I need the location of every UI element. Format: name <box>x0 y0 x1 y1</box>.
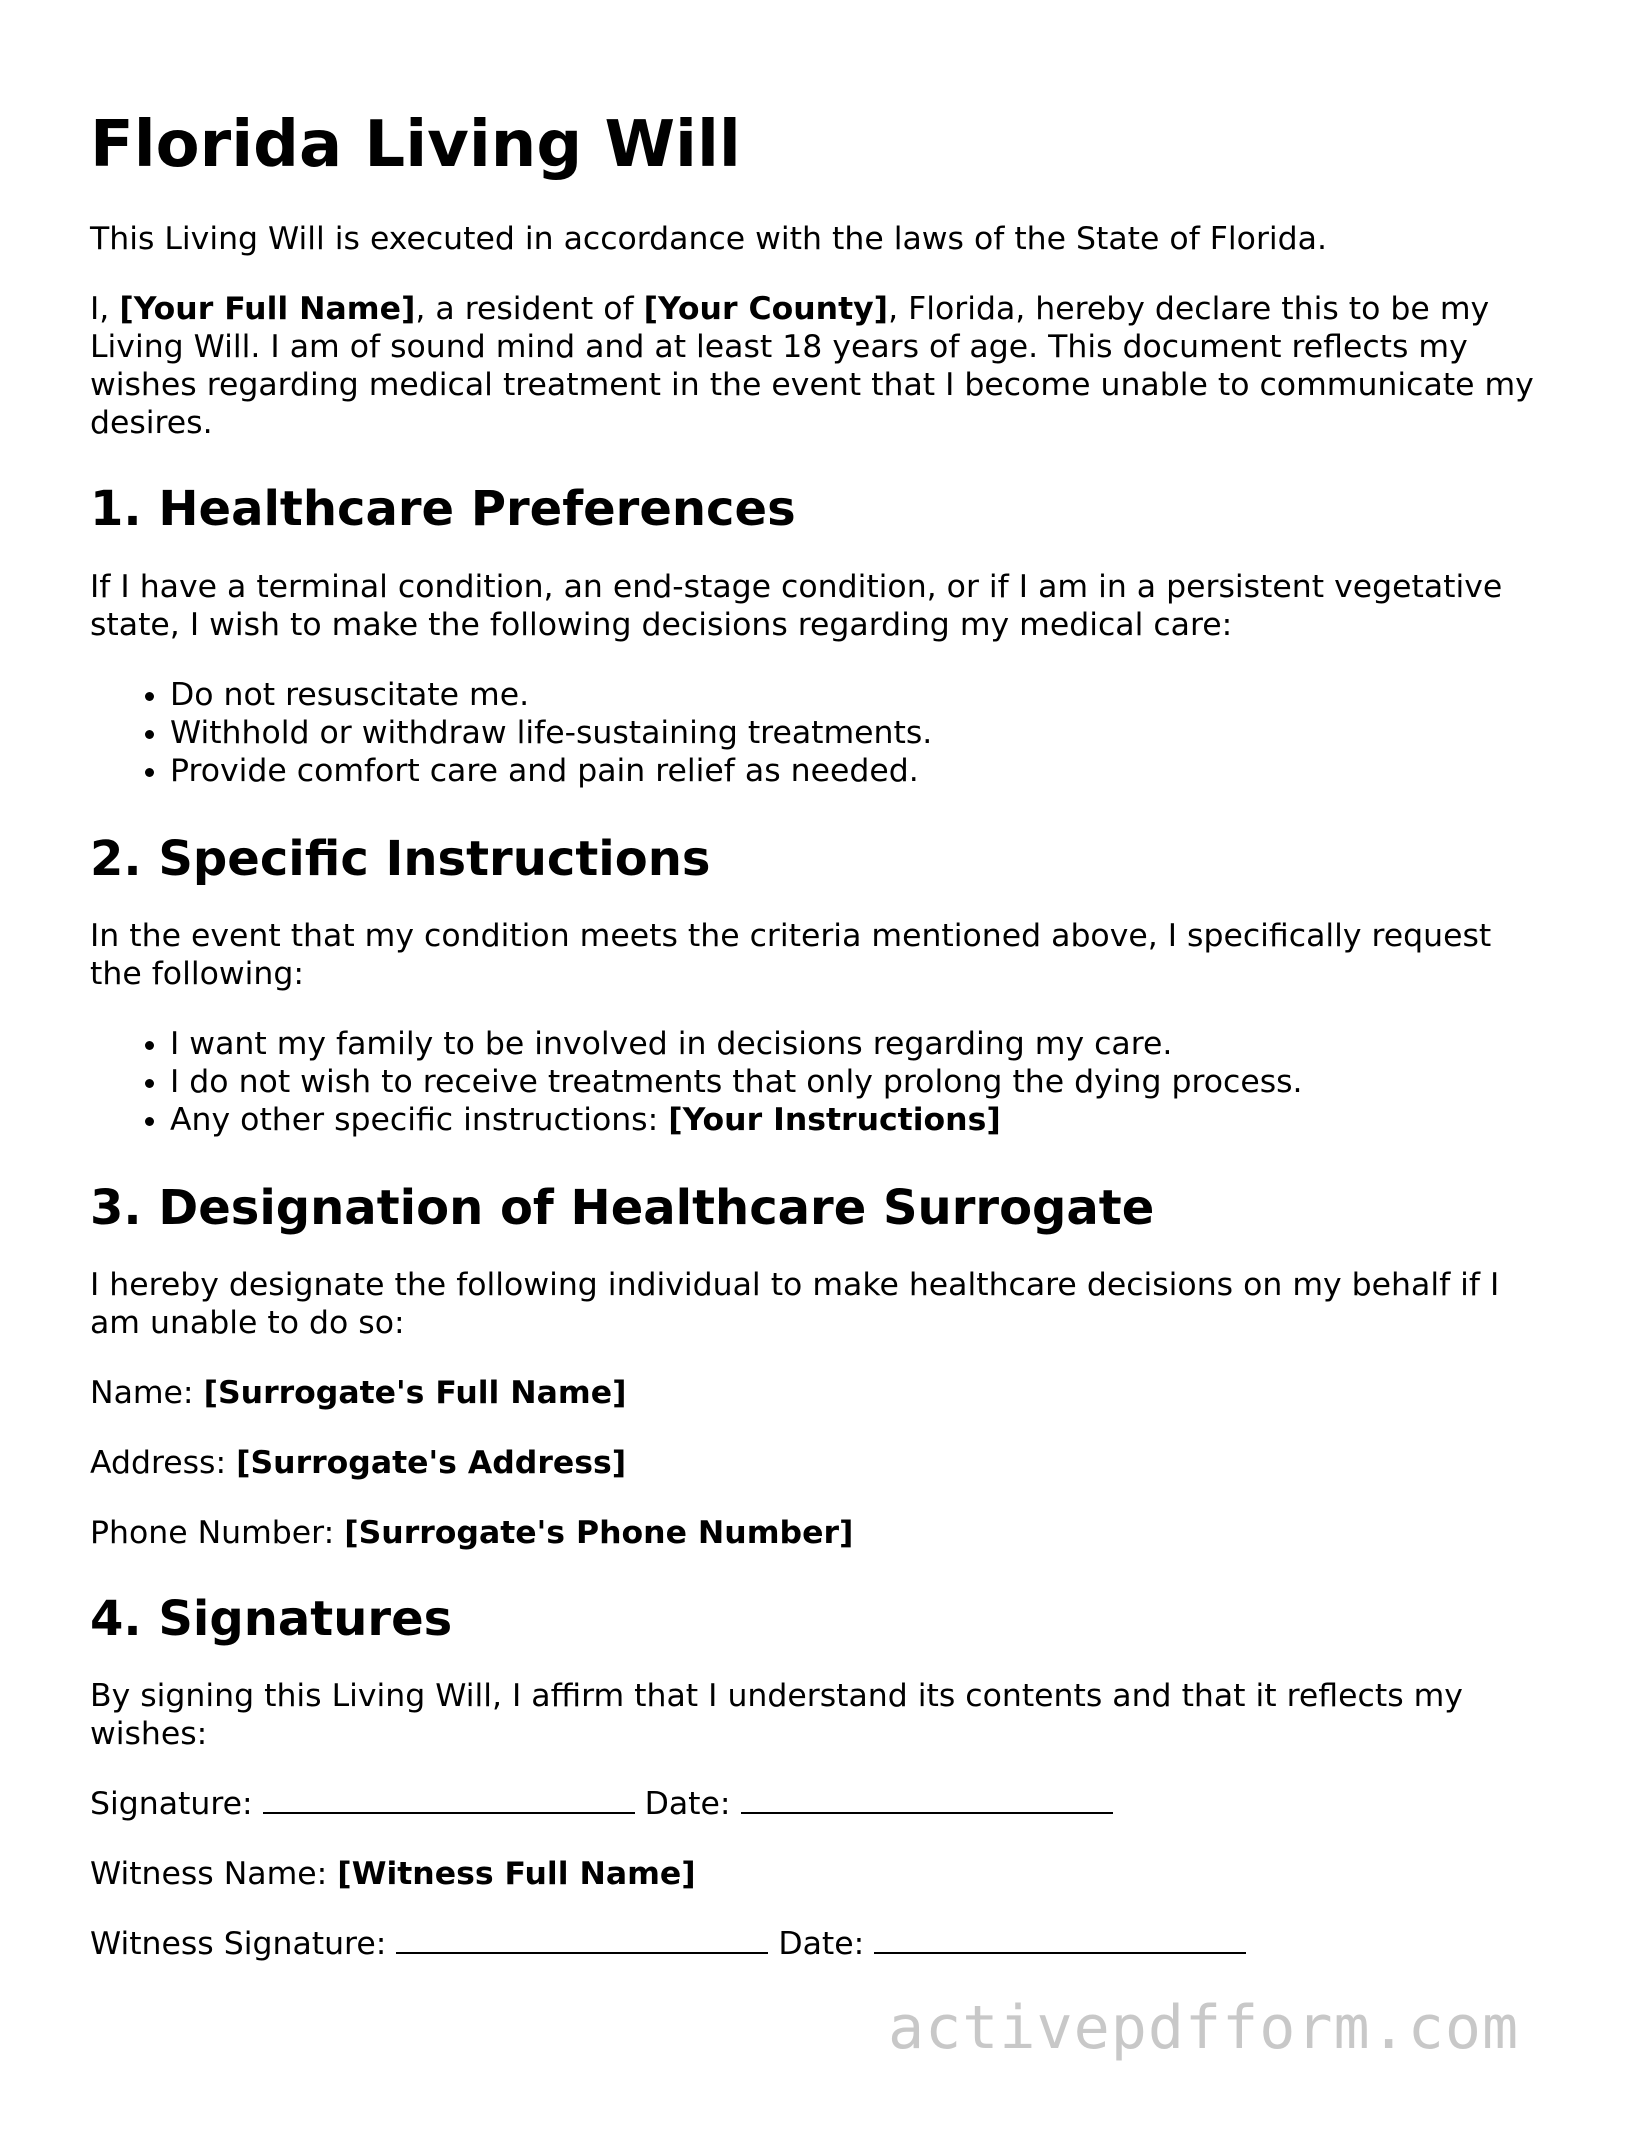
witness-signature-blank[interactable] <box>396 1926 768 1954</box>
witness-name-placeholder: [Witness Full Name] <box>337 1856 696 1893</box>
list-item <box>170 1101 1550 1139</box>
witness-name-label: Witness Name: <box>90 1856 338 1893</box>
section-heading-preferences: 1. Healthcare Preferences <box>90 481 796 538</box>
full-name-placeholder: [Your Full Name] <box>119 291 416 328</box>
surrogate-phone-placeholder: [Surrogate's Phone Number] <box>344 1514 854 1551</box>
surrogate-address-label: Address: <box>90 1444 237 1481</box>
list-item: • Withhold or withdraw life-sustaining treatments. <box>170 714 1550 752</box>
document-page <box>90 110 1550 1995</box>
witness-signature-label: Witness Signature: <box>90 1926 397 1963</box>
declaration-middle: , a resident of <box>415 291 644 328</box>
declaration-prefix: I, <box>90 291 120 328</box>
surrogate-address-placeholder: [Surrogate's Address] <box>236 1444 627 1481</box>
surrogate-name-label: Name: <box>90 1374 204 1411</box>
signatures-text: By signing this Living Will, I affirm that I understand its contents and that it reflects my wishes: <box>90 1678 1463 1753</box>
section-heading-signatures: 4. Signatures <box>90 1590 453 1647</box>
document-title: Florida Living Will <box>90 108 741 182</box>
county-placeholder: [Your County] <box>643 291 889 328</box>
list-item: • Provide comfort care and pain relief as needed. <box>170 752 1550 790</box>
intro-paragraph: This Living Will is executed in accordance with the laws of the State of Florida. <box>90 221 1327 258</box>
preferences-list <box>90 676 1550 790</box>
signature-line <box>90 1785 1550 1823</box>
declaration-paragraph <box>90 290 1550 442</box>
section-heading-surrogate: 3. Designation of Healthcare Surrogate <box>90 1179 1155 1236</box>
witness-date-label: Date: <box>778 1926 875 1963</box>
witness-name-line <box>90 1855 1550 1893</box>
watermark: activepdfform.com <box>888 1993 1520 2063</box>
list-item: • I want my family to be involved in decisions regarding my care. <box>170 1025 1550 1063</box>
instructions-placeholder: [Your Instructions] <box>668 1101 1001 1138</box>
section-heading-instructions: 2. Specific Instructions <box>90 830 711 887</box>
signature-blank[interactable] <box>263 1786 635 1814</box>
declaration-suffix: , Florida, hereby declare this to be my Living Will. I am of sound mind and at least 18 years of age. This document reflects my wishes regarding medical treatment in the event that I become unable to communicate my desires. <box>90 291 1534 442</box>
surrogate-name-line <box>90 1374 1550 1412</box>
signature-label: Signature: <box>90 1786 263 1823</box>
instructions-list <box>90 1025 1550 1139</box>
date-blank[interactable] <box>741 1786 1113 1814</box>
instructions-text: In the event that my condition meets the criteria mentioned above, I specifically request the following: <box>90 917 1492 992</box>
list-item: • I do not wish to receive treatments that only prolong the dying process. <box>170 1063 1550 1101</box>
witness-signature-line <box>90 1925 1550 1963</box>
surrogate-name-placeholder: [Surrogate's Full Name] <box>203 1374 627 1411</box>
surrogate-text: I hereby designate the following individual to make healthcare decisions on my behalf if I am unable to do so: <box>90 1266 1500 1341</box>
surrogate-phone-line <box>90 1514 1550 1552</box>
surrogate-address-line <box>90 1444 1550 1482</box>
preferences-text: If I have a terminal condition, an end-stage condition, or if I am in a persistent vegetative state, I wish to make the following decisions regarding my medical care: <box>90 568 1503 643</box>
date-label: Date: <box>644 1786 741 1823</box>
list-item: • Do not resuscitate me. <box>170 676 1550 714</box>
other-instructions-label: Any other specific instructions: <box>170 1101 669 1138</box>
surrogate-phone-label: Phone Number: <box>90 1514 345 1551</box>
witness-date-blank[interactable] <box>874 1926 1246 1954</box>
